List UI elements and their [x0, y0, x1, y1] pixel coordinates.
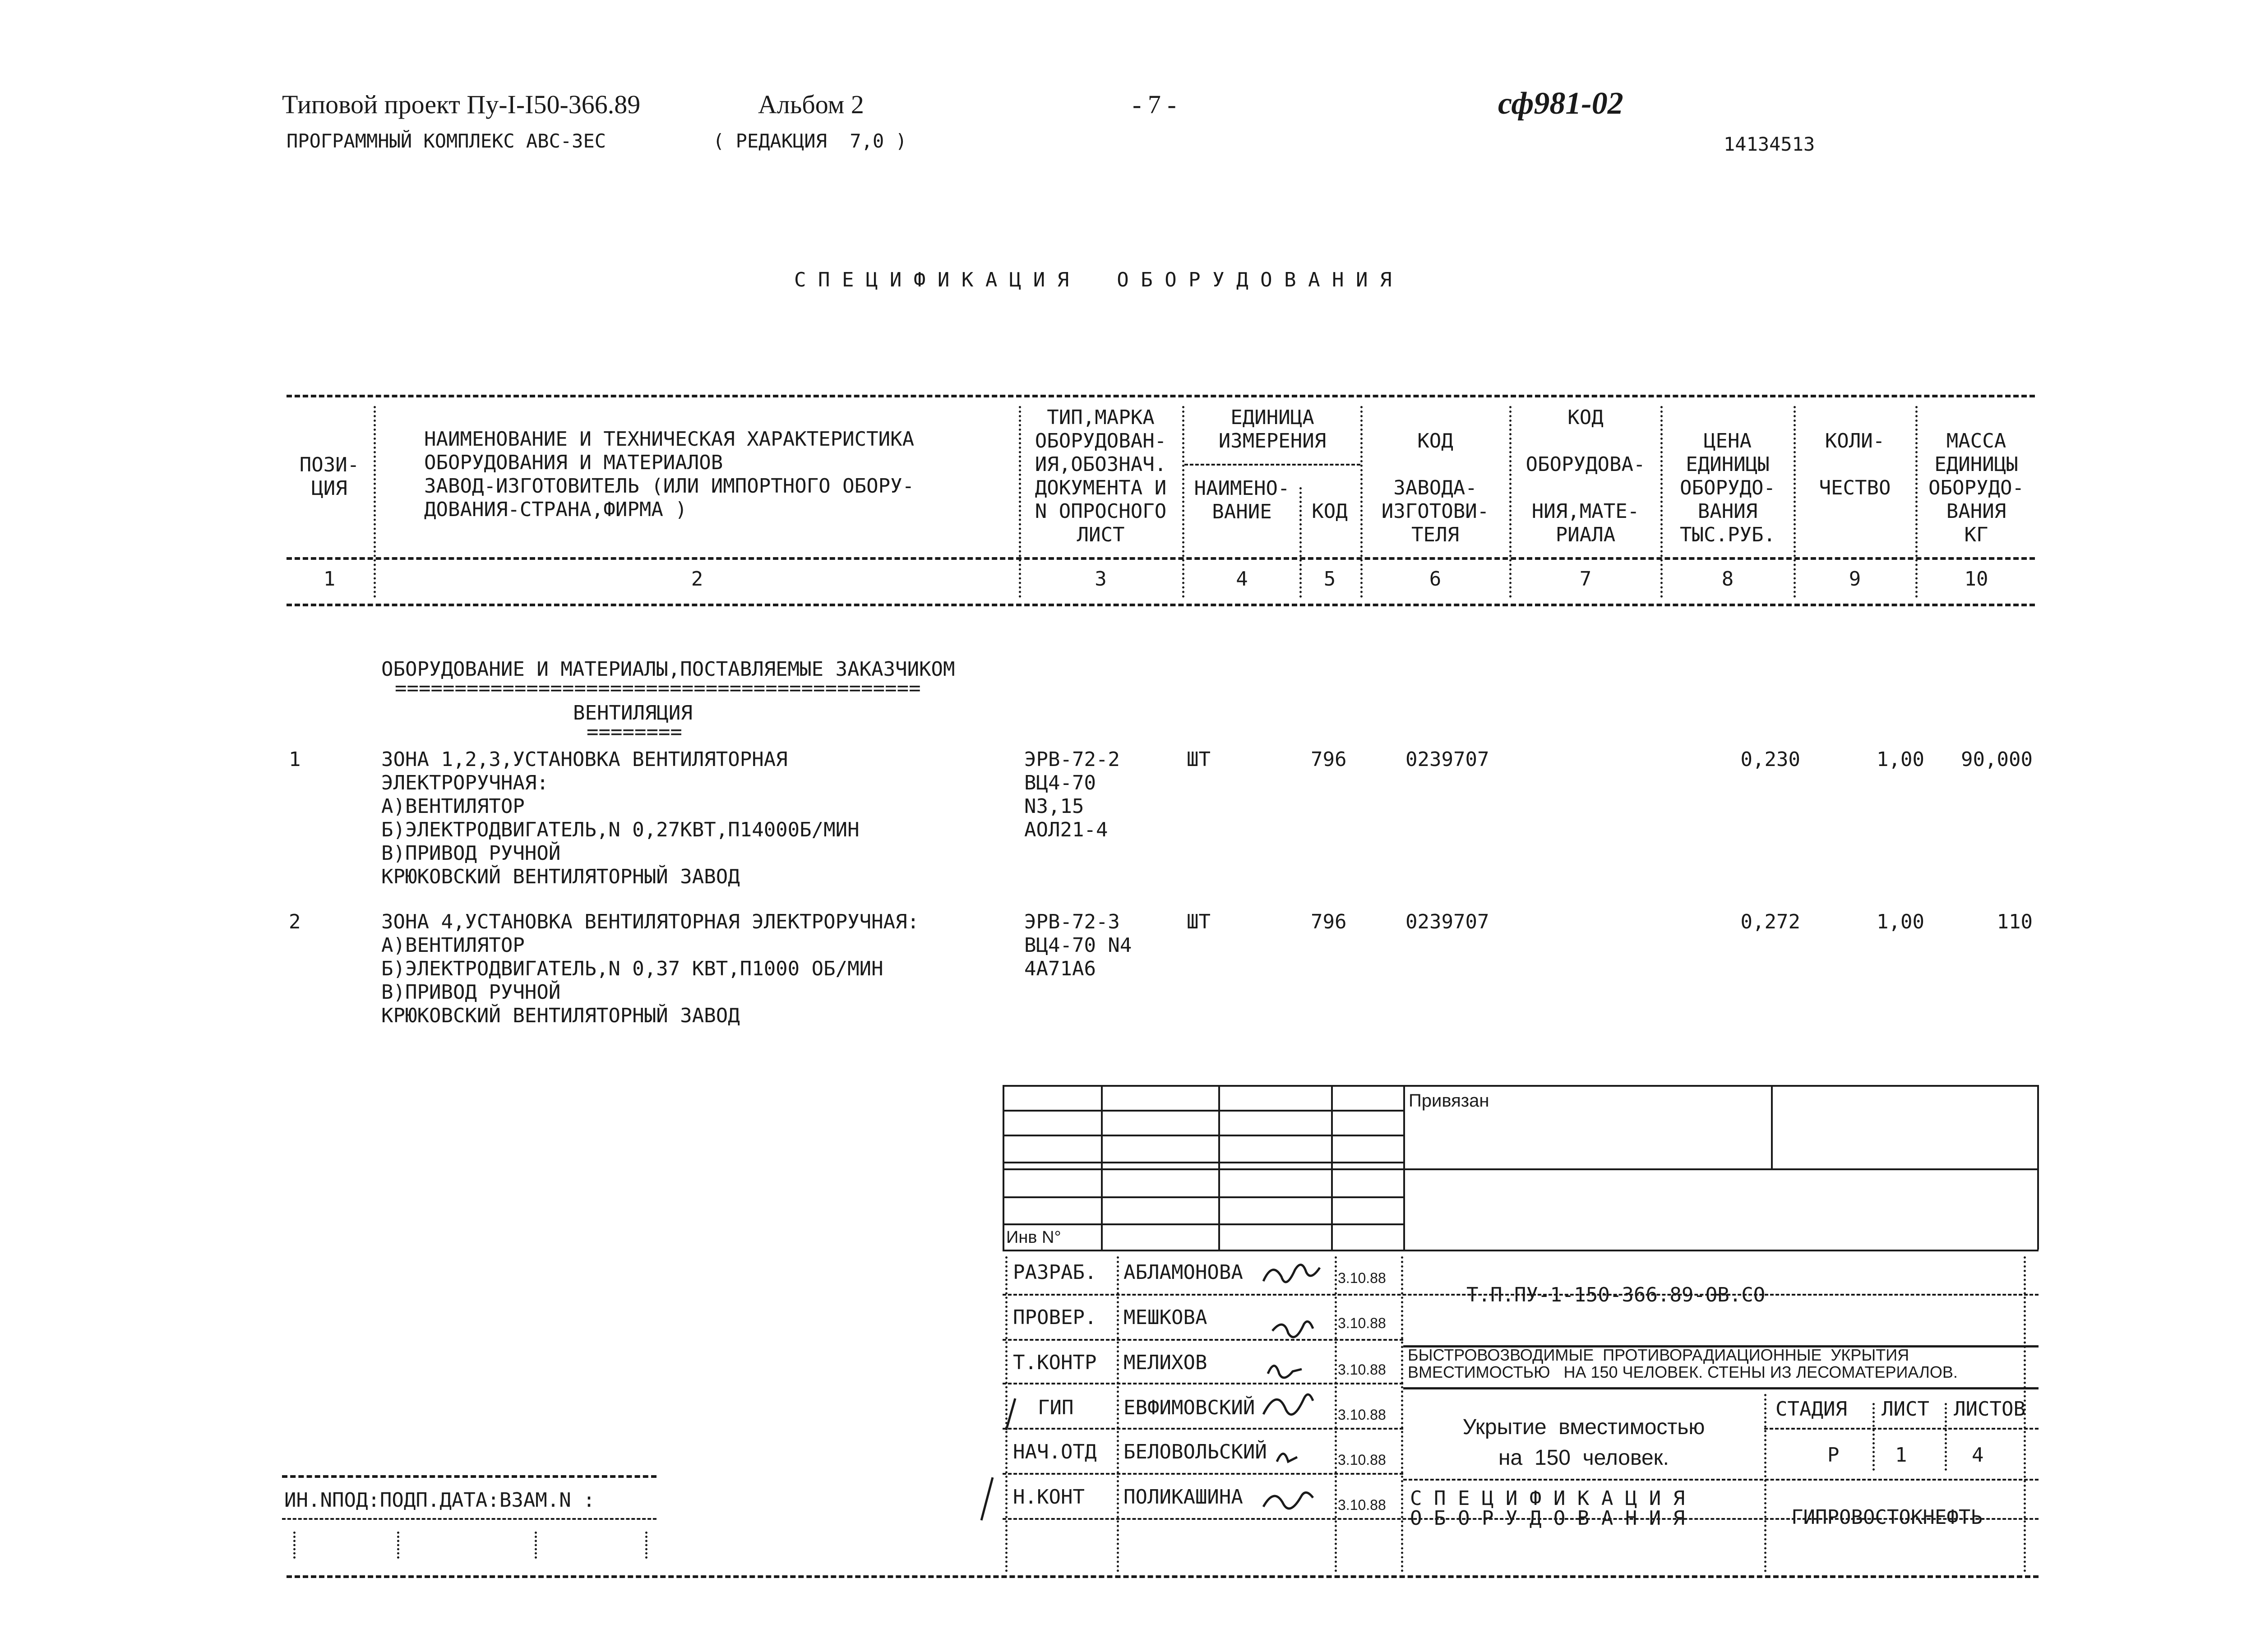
header-price: ЦЕНА ЕДИНИЦЫ ОБОРУДО- ВАНИЯ ТЫС.РУБ. [1680, 429, 1775, 546]
row-unit: ШТ [1187, 748, 1211, 771]
stamp-vline [2037, 1085, 2039, 1250]
name-prover: МЕШКОВА [1123, 1306, 1207, 1329]
album-number: Альбом 2 [758, 90, 864, 119]
stamp-rule [1003, 1223, 1403, 1225]
left-stamp-rule [282, 1475, 656, 1478]
row-name: ЗОНА 4,УСТАНОВКА ВЕНТИЛЯТОРНАЯ ЭЛЕКТРОРУЧНАЯ: А)ВЕНТИЛЯТОР Б)ЭЛЕКТРОДВИГАТЕЛЬ,N 0,37 КВТ,П1000 ОБ/МИН В)ПРИВОД РУЧНОЙ КРЮКОВСКИЙ ВЕНТИЛЯТОРНЫЙ ЗАВОД [381, 910, 920, 1027]
table-top-rule [287, 395, 2035, 397]
stamp-vline [1101, 1085, 1103, 1250]
sheet-label: ЛИСТ [1882, 1398, 1929, 1421]
section-subheading-underline: ======== [587, 720, 682, 743]
sheets-value: 4 [1972, 1444, 1984, 1467]
colnum: 3 [1095, 568, 1107, 591]
left-stamp-col [645, 1532, 647, 1559]
name-nachotd: БЕЛОВОЛЬСКИЙ [1123, 1440, 1267, 1463]
stamp-rule [1003, 1196, 1403, 1198]
colnum: 8 [1721, 568, 1734, 591]
left-mark [975, 1475, 1002, 1525]
privyazan-label: Привязан [1409, 1091, 1489, 1111]
header-unit-code: КОД [1312, 500, 1348, 523]
row-mass: 110 [1997, 910, 2033, 933]
left-stamp-col [535, 1532, 537, 1559]
role-gip: ГИП [1038, 1396, 1074, 1419]
name-tkontr: МЕЛИХОВ [1123, 1351, 1207, 1374]
row-name: ЗОНА 1,2,3,УСТАНОВКА ВЕНТИЛЯТОРНАЯ ЭЛЕКТРОРУЧНАЯ: А)ВЕНТИЛЯТОР Б)ЭЛЕКТРОДВИГАТЕЛЬ,N 0,27КВТ,П14000Б/МИН В)ПРИВОД РУЧНОЙ КРЮКОВСКИЙ ВЕНТИЛЯТОРНЫЙ ЗАВОД [381, 748, 860, 888]
sheet-value: 1 [1895, 1444, 1907, 1467]
sheets-label: ЛИСТОВ [1954, 1398, 2025, 1421]
row-unit: ШТ [1187, 910, 1211, 933]
stamp-rule [1003, 1110, 1403, 1112]
stamp-col [1872, 1403, 1875, 1471]
row-mass: 90,000 [1961, 748, 2033, 771]
row-qty: 1,00 [1877, 748, 1924, 771]
section-heading-underline: ============================================ [395, 677, 921, 700]
document-code: сф981-02 [1498, 86, 1623, 121]
row-type: ЭРВ-72-3 ВЦ4-70 N4 4А71А6 [1024, 910, 1132, 980]
stamp-project-title: БЫСТРОВОЗВОДИМЫЕ ПРОТИВОРАДИАЦИОННЫЕ УКРЫТИЯ ВМЕСТИМОСТЬЮ НА 150 ЧЕЛОВЕК. СТЕНЫ ИЗ ЛЕСОМАТЕРИАЛОВ. [1408, 1346, 1958, 1381]
stamp-sep [1403, 1387, 2039, 1389]
role-tkontr: Т.КОНТР [1013, 1351, 1097, 1374]
header-equipment-code: КОД ОБОРУДОВА- НИЯ,МАТЕ- РИАЛА [1526, 406, 1646, 546]
stamp-rule [1003, 1168, 2039, 1170]
role-nachotd: НАЧ.ОТД [1013, 1440, 1097, 1463]
colnum: 10 [1964, 568, 1988, 591]
stamp-col [1764, 1394, 1766, 1572]
row-factory-code: 0239707 [1405, 910, 1489, 933]
stage-value: Р [1827, 1444, 1840, 1467]
organization: ГИПРОВОСТОКНЕФТЬ [1791, 1506, 1983, 1529]
stamp-vline [1403, 1085, 1405, 1250]
colnum: 5 [1323, 568, 1336, 591]
software-label: ПРОГРАММНЫЙ КОМПЛЕКС АВС-3ЕС [287, 130, 606, 152]
name-gip: ЕВФИМОВСКИЙ [1123, 1396, 1255, 1419]
colnum: 1 [323, 568, 336, 591]
header-unit-name: НАИМЕНО- ВАНИЕ [1194, 477, 1290, 523]
row-qty: 1,00 [1877, 910, 1924, 933]
date-razrab: 3.10.88 [1338, 1270, 1386, 1286]
row-price: 0,272 [1740, 910, 1800, 933]
colnum: 4 [1236, 568, 1248, 591]
row-unit-code: 796 [1311, 748, 1347, 771]
date-gip: 3.10.88 [1338, 1407, 1386, 1423]
header-factory-code: КОД ЗАВОДА- ИЗГОТОВИ- ТЕЛЯ [1381, 429, 1489, 546]
header-qty: КОЛИ- ЧЕСТВО [1819, 429, 1891, 499]
stamp-rule [1003, 1085, 2039, 1087]
name-razrab: АБЛАМОНОВА [1123, 1261, 1243, 1284]
header-type: ТИП,МАРКА ОБОРУДОВАН- ИЯ,ОБОЗНАЧ. ДОКУМЕНТА И N ОПРОСНОГО ЛИСТ [1035, 406, 1167, 546]
date-prover: 3.10.88 [1338, 1315, 1386, 1331]
date-nkont: 3.10.88 [1338, 1497, 1386, 1513]
role-prover: ПРОВЕР. [1013, 1306, 1097, 1329]
colnum: 7 [1579, 568, 1592, 591]
stamp-vline [1003, 1085, 1004, 1250]
inventory-label: Инв N° [1006, 1228, 1061, 1247]
role-nkont: Н.КОНТ [1013, 1486, 1085, 1509]
row-type: ЭРВ-72-2 ВЦ4-70 N3,15 АОЛ21-4 [1024, 748, 1120, 841]
col-sep [374, 406, 376, 598]
date-nachotd: 3.10.88 [1338, 1452, 1386, 1468]
stamp-sep [1403, 1479, 2039, 1481]
page-title: С П Е Ц И Ф И К А Ц И Я О Б О Р У Д О В А Н И Я [794, 268, 1392, 291]
colnum: 6 [1429, 568, 1442, 591]
stamp-rule [1003, 1135, 1403, 1136]
stamp-col [1401, 1256, 1403, 1572]
header-mass: МАССА ЕДИНИЦЫ ОБОРУДО- ВАНИЯ КГ [1928, 429, 2024, 546]
signatures [984, 1250, 1345, 1529]
stamp-vline [1331, 1085, 1333, 1250]
table-header-rule [287, 557, 2035, 560]
stamp-doc-code: Т.П.ПУ-1-150-366.89-ОВ.СО [1466, 1283, 1766, 1306]
stamp-col [1945, 1403, 1947, 1471]
row-factory-code: 0239707 [1405, 748, 1489, 771]
header-unit: ЕДИНИЦА ИЗМЕРЕНИЯ [1218, 406, 1327, 452]
page-number: - 7 - [1133, 90, 1176, 119]
stamp-vline [1218, 1085, 1220, 1250]
row-pos: 2 [289, 910, 301, 933]
stamp-vline [1771, 1085, 1773, 1168]
role-razrab: РАЗРАБ. [1013, 1261, 1097, 1284]
header-name: НАИМЕНОВАНИЕ И ТЕХНИЧЕСКАЯ ХАРАКТЕРИСТИКА ОБОРУДОВАНИЯ И МАТЕРИАЛОВ ЗАВОД-ИЗГОТОВИТЕЛЬ (ИЛИ ИМПОРТНОГО ОБОРУ- ДОВАНИЯ-СТРАНА,ФИРМА ) [424, 428, 915, 521]
colnum: 9 [1849, 568, 1861, 591]
name-nkont: ПОЛИКАШИНА [1123, 1486, 1243, 1509]
stamp-sheet-title: С П Е Ц И Ф И К А Ц И Я О Б О Р У Д О В А Н И Я [1410, 1487, 1685, 1530]
project-number: Типовой проект Пу-I-I50-366.89 [282, 90, 641, 119]
section-subheading: ВЕНТИЛЯЦИЯ [573, 701, 693, 724]
header-pos: ПОЗИ- ЦИЯ [299, 453, 360, 500]
stamp-object-title: Укрытие вместимостью на 150 человек. [1462, 1415, 1705, 1470]
table-colnum-rule [287, 604, 2035, 606]
stamp-rule [1003, 1162, 1403, 1163]
row-price: 0,230 [1740, 748, 1800, 771]
left-stamp-labels: ИН.NПОД:ПОДП.ДАТА:ВЗАМ.N : [284, 1489, 595, 1512]
row-pos: 1 [289, 748, 301, 771]
stage-label: СТАДИЯ [1775, 1398, 1847, 1421]
stamp-sep [287, 1575, 2039, 1578]
left-stamp-col [293, 1532, 296, 1559]
left-stamp-col [397, 1532, 399, 1559]
edition-label: ( РЕДАКЦИЯ 7,0 ) [713, 130, 907, 152]
date-tkontr: 3.10.88 [1338, 1361, 1386, 1378]
doc-number: 14134513 [1724, 133, 1815, 155]
colnum: 2 [691, 568, 703, 591]
stamp-sep [1764, 1428, 2039, 1430]
section-heading: ОБОРУДОВАНИЕ И МАТЕРИАЛЫ,ПОСТАВЛЯЕМЫЕ ЗАКАЗЧИКОМ [381, 658, 955, 681]
unit-sub-rule [1184, 464, 1360, 466]
row-unit-code: 796 [1311, 910, 1347, 933]
left-stamp-rule [282, 1518, 656, 1520]
